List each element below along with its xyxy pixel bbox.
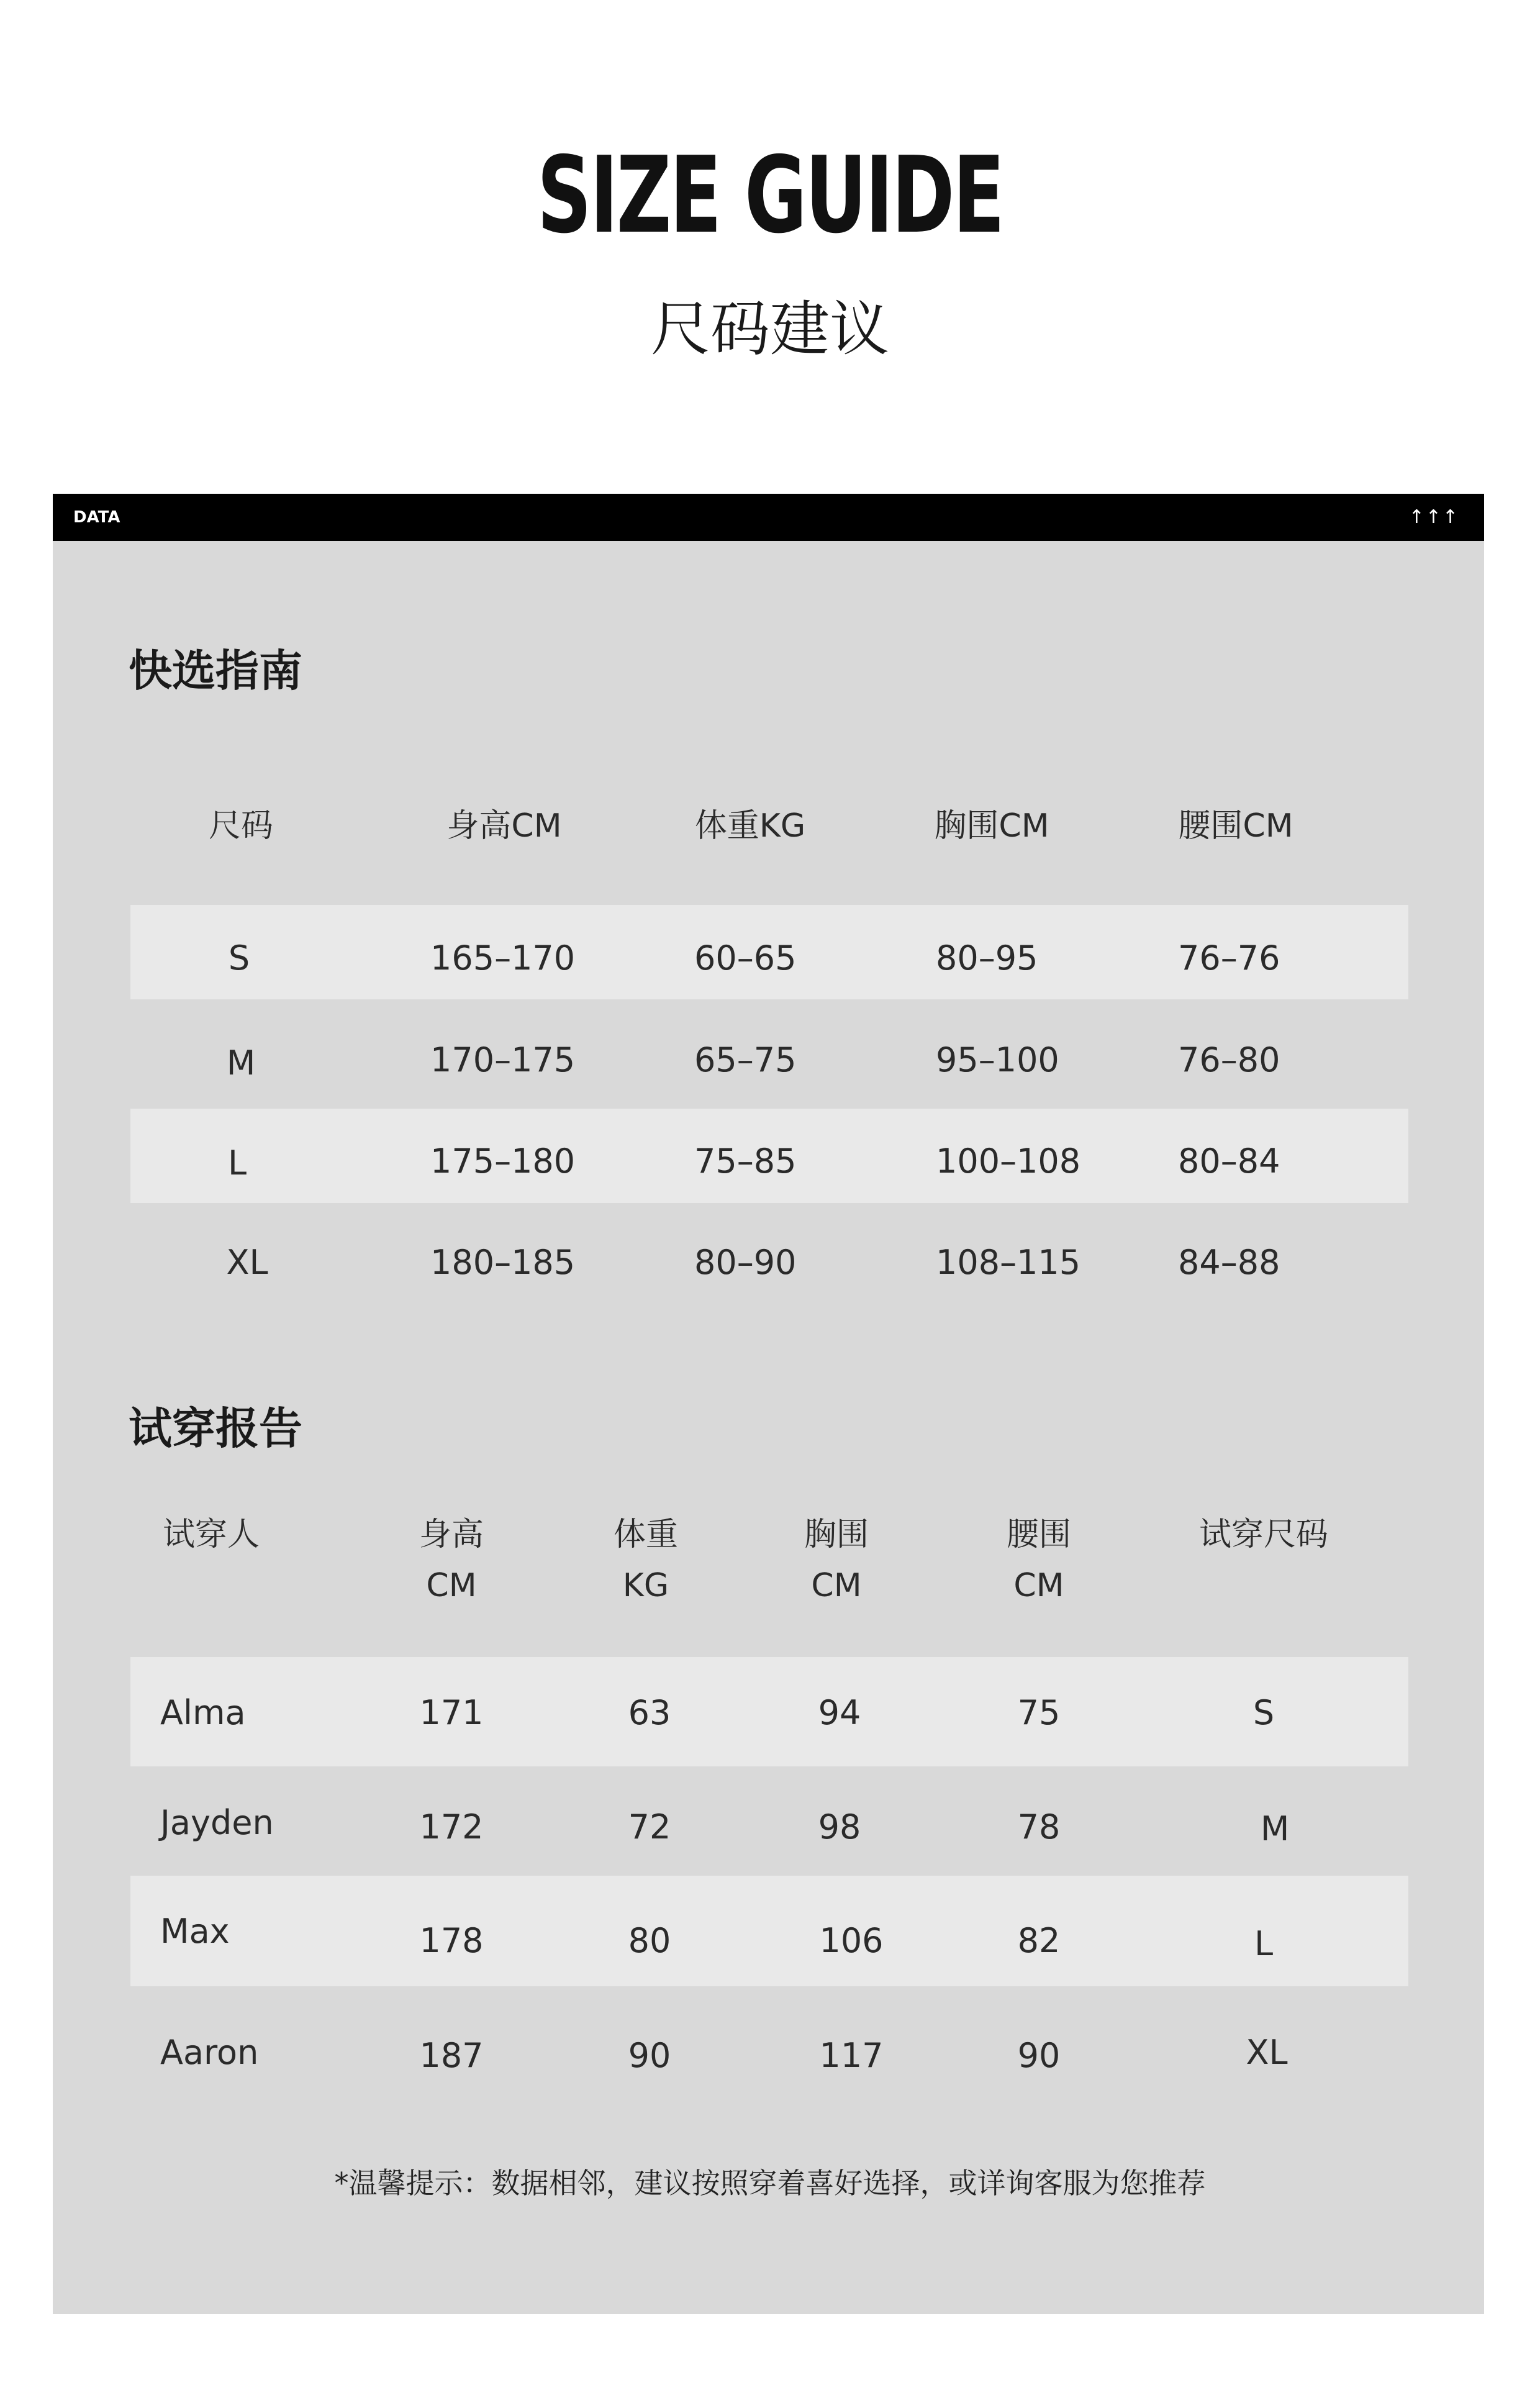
qg-cell: 65–75 — [694, 1040, 797, 1079]
fr-header-weight — [614, 1509, 678, 1611]
fr-header-line2: KG — [622, 1567, 669, 1604]
page-title: SIZE GUIDE — [537, 134, 1003, 257]
qg-cell: XL — [226, 1243, 268, 1282]
footnote: *温馨提示：数据相邻，建议按照穿着喜好选择，或详询客服为您推荐 — [334, 2166, 1206, 2200]
fr-cell: 90 — [1017, 2036, 1061, 2075]
qg-header-chest: 胸围CM — [934, 807, 1049, 845]
qg-header-height: 身高CM — [446, 807, 562, 845]
qg-header-size: 尺码 — [208, 807, 274, 845]
fr-header-line1: 试穿尺码 — [1198, 1516, 1329, 1553]
data-bar-label: DATA — [73, 508, 120, 527]
qg-cell: 60–65 — [694, 938, 797, 978]
fr-cell: 171 — [419, 1693, 484, 1732]
qg-header-weight: 体重KG — [694, 807, 806, 845]
qg-cell: 75–85 — [694, 1142, 797, 1181]
qg-cell: L — [227, 1143, 247, 1183]
qg-cell: 76–76 — [1178, 938, 1280, 978]
qg-cell: M — [226, 1043, 256, 1083]
fr-cell: S — [1252, 1693, 1275, 1732]
fr-cell: Alma — [160, 1693, 246, 1732]
qg-cell: S — [228, 938, 250, 978]
fr-header-line1: 试穿人 — [162, 1516, 260, 1553]
qg-cell: 108–115 — [936, 1243, 1081, 1282]
fr-cell: Aaron — [160, 2033, 259, 2072]
qg-cell: 175–180 — [430, 1142, 576, 1181]
fr-header-waist — [1007, 1509, 1071, 1611]
fr-cell: 63 — [628, 1693, 671, 1732]
fr-cell: 82 — [1017, 1921, 1061, 1960]
fr-cell: 72 — [628, 1807, 671, 1847]
fr-header-line1: 体重 — [613, 1516, 679, 1553]
fr-cell: M — [1260, 1809, 1290, 1848]
fr-row-stripe — [130, 1657, 1408, 1766]
fr-cell: 75 — [1017, 1693, 1061, 1732]
fr-cell: 78 — [1017, 1807, 1061, 1847]
fr-cell: 94 — [818, 1693, 861, 1732]
qg-header-waist: 腰围CM — [1178, 807, 1293, 845]
fr-header-size — [1199, 1509, 1328, 1560]
fr-cell: 98 — [818, 1807, 861, 1847]
qg-cell: 80–95 — [936, 938, 1038, 978]
qg-cell: 180–185 — [430, 1243, 576, 1282]
fr-row-stripe — [130, 1876, 1408, 1986]
fr-header-tester — [163, 1509, 260, 1560]
fr-header-line1: 胸围 — [804, 1516, 869, 1553]
fr-header-line2: CM — [426, 1567, 477, 1604]
qg-cell: 165–170 — [430, 938, 576, 978]
fr-cell: L — [1254, 1924, 1274, 1963]
data-bar — [53, 494, 1484, 541]
fr-cell: Max — [160, 1912, 230, 1951]
fr-header-line1: 腰围 — [1006, 1516, 1072, 1553]
fr-header-line2: CM — [1013, 1567, 1064, 1604]
fr-header-height — [419, 1509, 484, 1611]
fr-cell: XL — [1246, 2033, 1288, 2072]
quick-guide-title: 快选指南 — [129, 645, 302, 696]
fr-cell: 187 — [419, 2036, 484, 2075]
qg-cell: 80–90 — [694, 1243, 797, 1282]
fr-cell: Jayden — [160, 1803, 274, 1842]
page-subtitle: 尺码建议 — [651, 294, 889, 364]
fit-report-title: 试穿报告 — [129, 1403, 302, 1454]
fr-header-line2: CM — [811, 1567, 862, 1604]
fr-cell: 178 — [419, 1921, 484, 1960]
qg-cell: 84–88 — [1178, 1243, 1280, 1282]
qg-cell: 80–84 — [1178, 1142, 1280, 1181]
fr-header-line1: 身高 — [419, 1516, 484, 1553]
fr-cell: 172 — [419, 1807, 484, 1847]
arrow-up-icon: ↑↑↑ — [1408, 506, 1459, 528]
qg-cell: 95–100 — [936, 1040, 1059, 1079]
qg-cell: 76–80 — [1178, 1040, 1280, 1079]
fr-cell: 80 — [628, 1921, 671, 1960]
fr-cell: 90 — [628, 2036, 671, 2075]
qg-cell: 100–108 — [936, 1142, 1081, 1181]
fr-header-chest — [804, 1509, 869, 1611]
fr-cell: 117 — [819, 2036, 884, 2075]
fr-cell: 106 — [819, 1921, 884, 1960]
qg-cell: 170–175 — [430, 1040, 576, 1079]
